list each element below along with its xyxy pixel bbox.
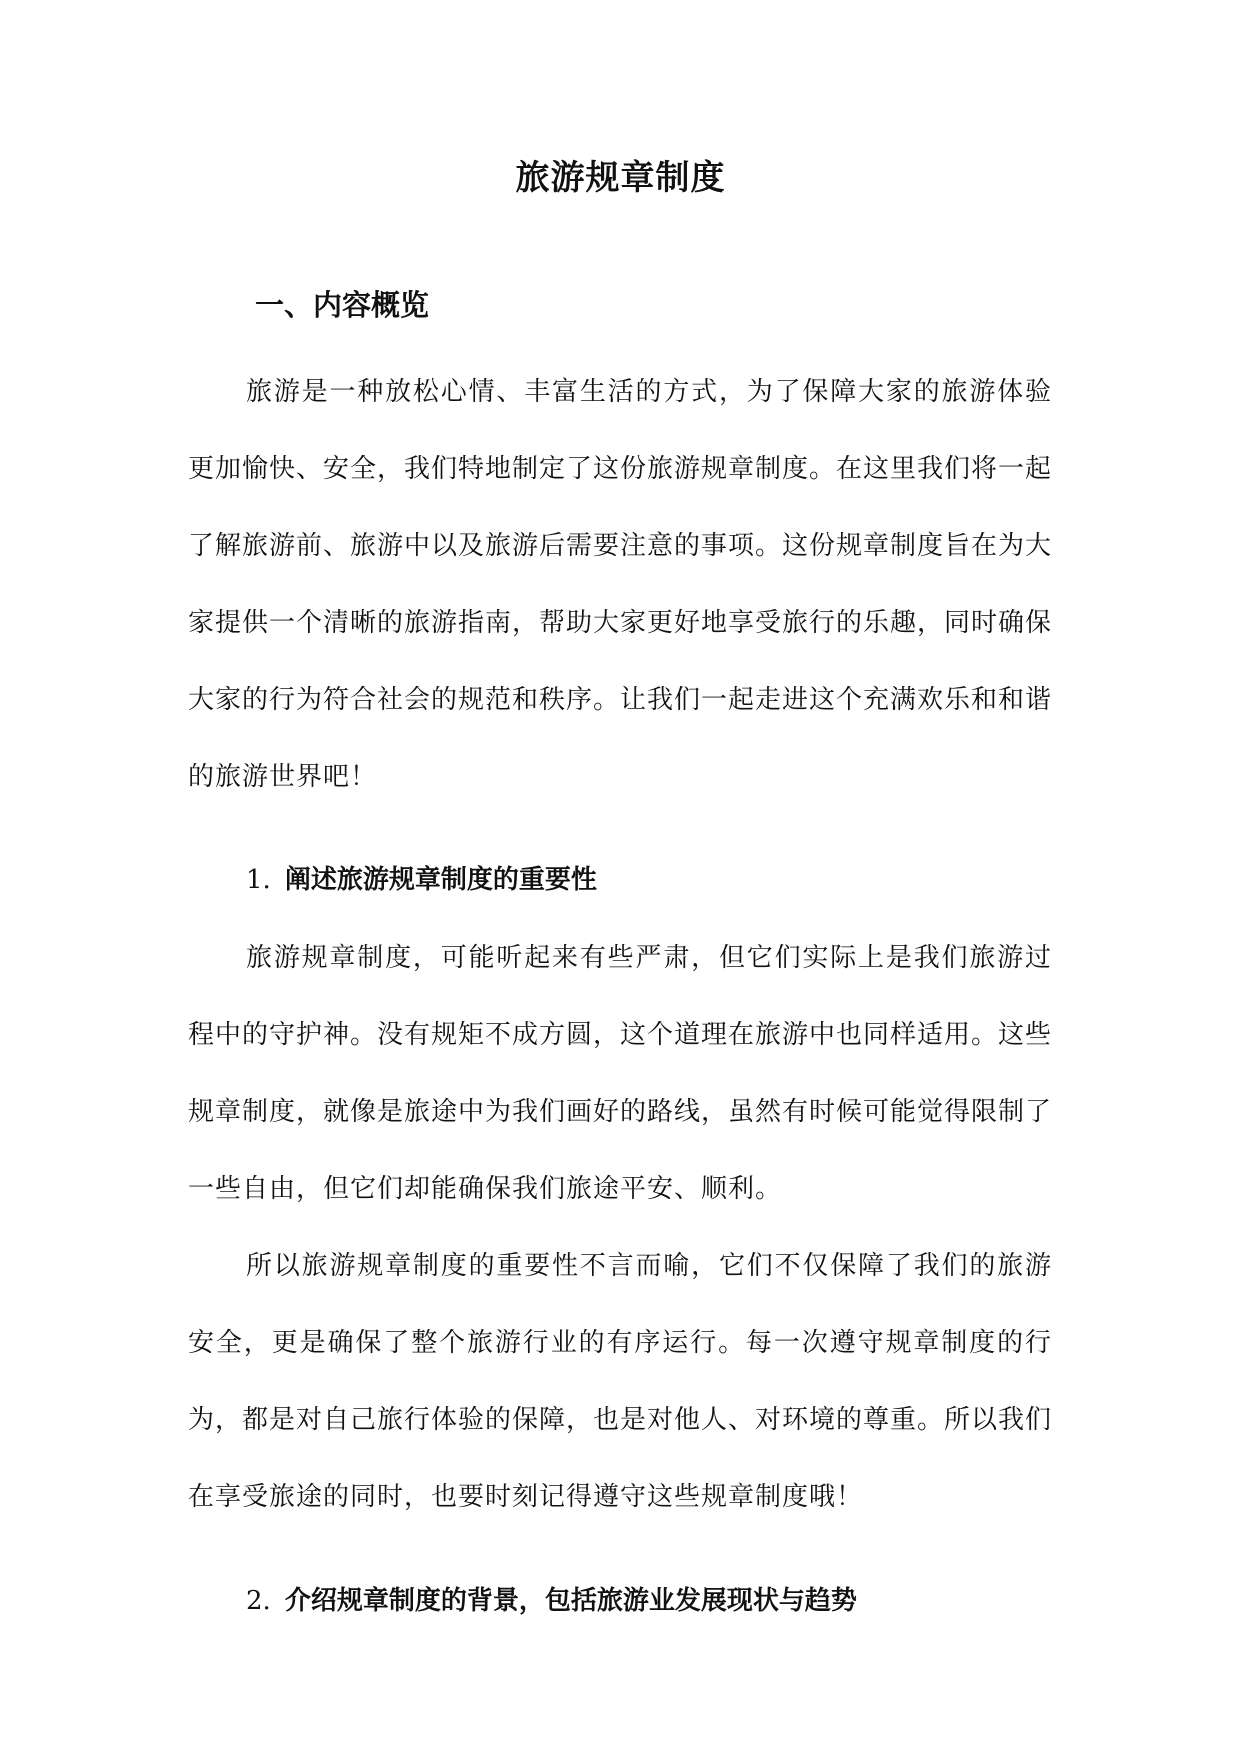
importance-paragraph-1: 旅游规章制度，可能听起来有些严肃，但它们实际上是我们旅游过程中的守护神。没有规矩不成方圆，这个道理在旅游中也同样适用。这些规章制度，就像是旅途中为我们画好的路线，虽然有时候可能觉得限制了一些自由，但它们却能确保我们旅途平安、顺利。 xyxy=(188,943,1053,1204)
subsection-number: 2. xyxy=(246,1586,271,1616)
section-heading-overview: 一、内容概览 xyxy=(255,288,430,322)
intro-paragraph: 旅游是一种放松心情、丰富生活的方式，为了保障大家的旅游体验更加愉快、安全，我们特地制定了这份旅游规章制度。在这里我们将一起了解旅游前、旅游中以及旅游后需要注意的事项。这份规章制度旨在为大家提供一个清晰的旅游指南，帮助大家更好地享受旅行的乐趣，同时确保大家的行为符合社会的规范和秩序。让我们一起走进这个充满欢乐和和谐的旅游世界吧！ xyxy=(188,377,1053,792)
subsection-heading-2 xyxy=(246,1580,857,1617)
importance-paragraph-2: 所以旅游规章制度的重要性不言而喻，它们不仅保障了我们的旅游安全，更是确保了整个旅游行业的有序运行。每一次遵守规章制度的行为，都是对自己旅行体验的保障，也是对他人、对环境的尊重。所以我们在享受旅途的同时，也要时刻记得遵守这些规章制度哦！ xyxy=(188,1251,1053,1512)
subsection-title: 介绍规章制度的背景，包括旅游业发展现状与趋势 xyxy=(284,1586,857,1616)
document-title: 旅游规章制度 xyxy=(515,158,726,198)
subsection-heading-1 xyxy=(246,859,597,896)
subsection-title: 阐述旅游规章制度的重要性 xyxy=(284,865,597,895)
subsection-number: 1. xyxy=(246,865,271,895)
